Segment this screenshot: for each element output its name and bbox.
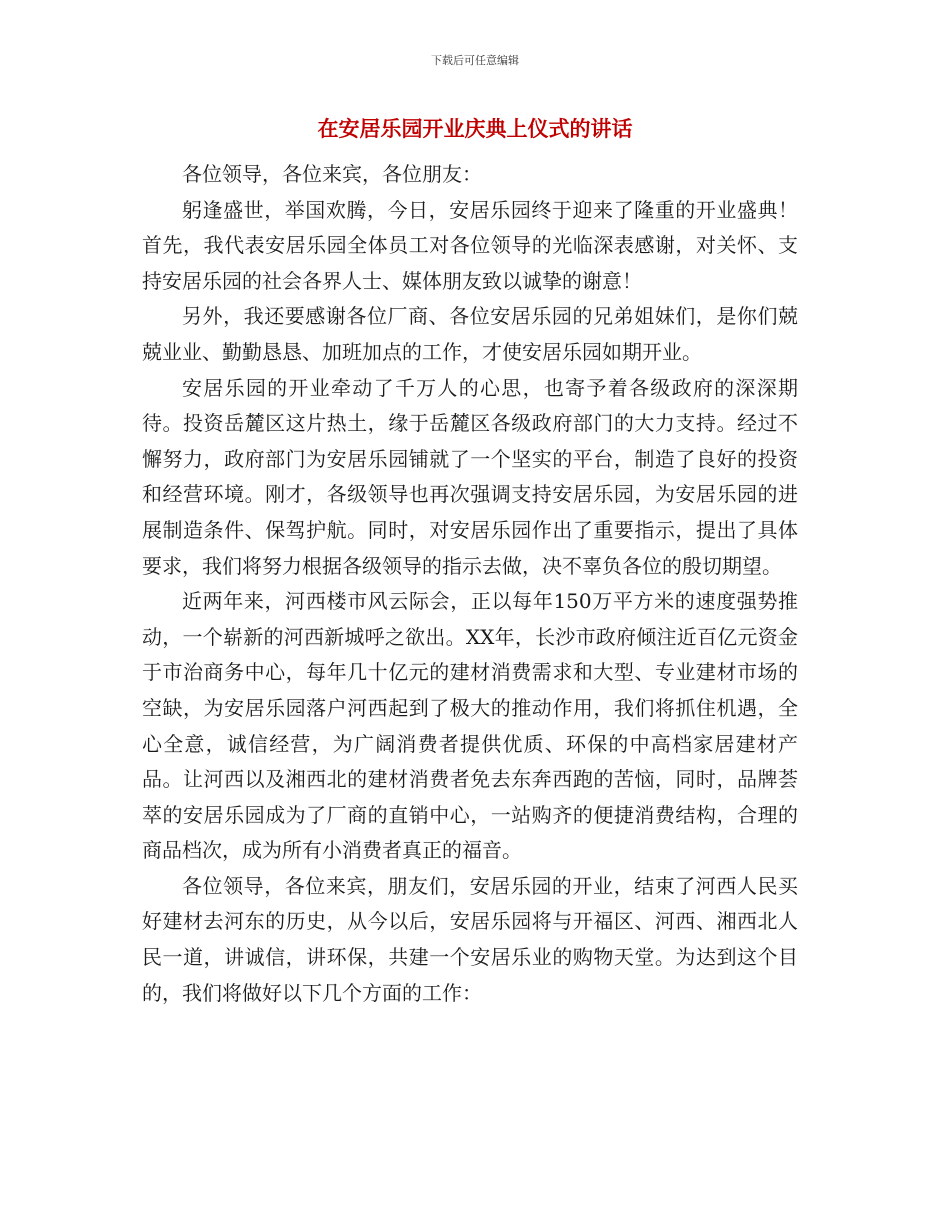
paragraph: 各位领导，各位来宾，朋友们，安居乐园的开业，结束了河西人民买好建材去河东的历史，从今以后，安居乐园将与开福区、河西、湘西北人民一道，讲诚信，讲环保，共建一个安居乐业的购物天堂。为达到这个目的，我们将做好以下几个方面的工作： xyxy=(142,873,798,1005)
paragraph: 安居乐园的开业牵动了千万人的心思，也寄予着各级政府的深深期待。投资岳麓区这片热土，缘于岳麓区各级政府部门的大力支持。经过不懈努力，政府部门为安居乐园铺就了一个坚实的平台，制造了良好的投资和经营环境。刚才，各级领导也再次强调支持安居乐园，为安居乐园的进展制造条件、保驾护航。同时，对安居乐园作出了重要指示，提出了具体要求，我们将努力根据各级领导的指示去做，决不辜负各位的殷切期望。 xyxy=(142,375,798,578)
document-title: 在安居乐园开业庆典上仪式的讲话 xyxy=(317,117,633,141)
paragraph: 近两年来，河西楼市风云际会，正以每年150万平方米的速度强势推动，一个崭新的河西新城呼之欲出。XX年，长沙市政府倾注近百亿元资金于市治商务中心，每年几十亿元的建材消费需求和大型、专业建材市场的空缺，为安居乐园落户河西起到了极大的推动作用，我们将抓住机遇，全心全意，诚信经营，为广阔消费者提供优质、环保的中高档家居建材产品。让河西以及湘西北的建材消费者免去东奔西跑的苦恼，同时，品牌荟萃的安居乐园成为了厂商的直销中心，一站购齐的便捷消费结构，合理的商品档次，成为所有小消费者真正的福音。 xyxy=(142,589,798,863)
header-note: 下载后可任意编辑 xyxy=(431,54,519,67)
paragraph: 另外，我还要感谢各位厂商、各位安居乐园的兄弟姐妹们，是你们兢兢业业、勤勤恳恳、加班加点的工作，才使安居乐园如期开业。 xyxy=(142,304,798,364)
paragraph-greeting: 各位领导，各位来宾，各位朋友： xyxy=(182,162,482,186)
document-body xyxy=(142,157,798,1011)
paragraph: 躬逢盛世，举国欢腾，今日，安居乐园终于迎来了隆重的开业盛典！首先，我代表安居乐园全体员工对各位领导的光临深表感谢，对关怀、支持安居乐园的社会各界人士、媒体朋友致以诚挚的谢意！ xyxy=(142,197,798,293)
